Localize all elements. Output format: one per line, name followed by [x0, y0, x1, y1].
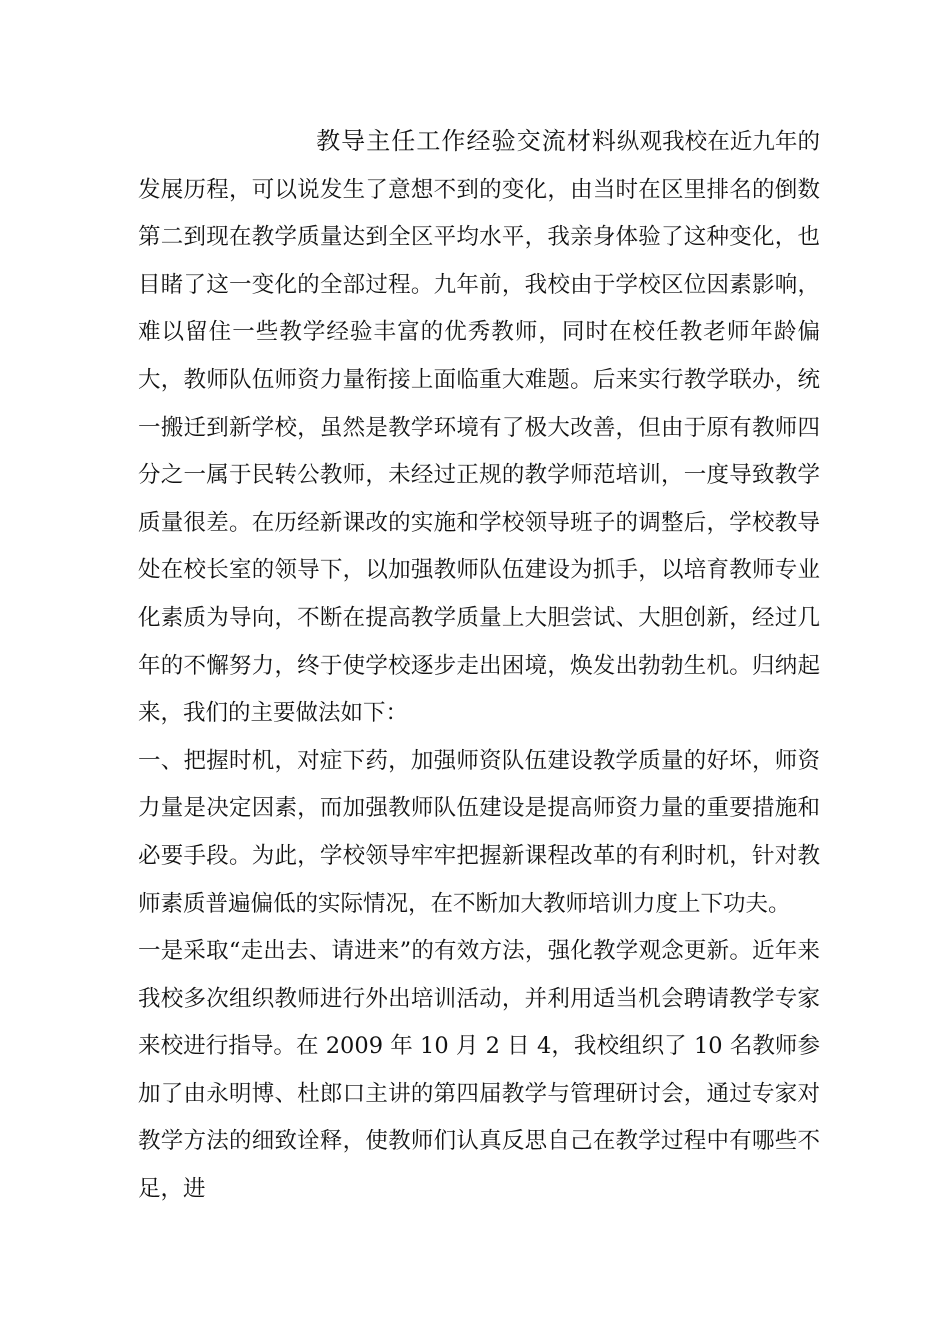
intro-text: 纵观我校在近九年的发展历程，可以说发生了意想不到的变化，由当时在区里排名的倒数第二到现在教学质量达到全区平均水平，我亲身体验了这种变化，也目睹了这一变化的全部过程。九年前，我校由于学校区位因素影响，难以留住一些教学经验丰富的优秀教师，同时在校任教老师年龄偏大，教师队伍师资力量衔接上面临重大难题。后来实行教学联办，统一搬迁到新学校，虽然是教学环境有了极大改善，但由于原有教师四分之一属于民转公教师，未经过正规的教学师范培训，一度导致教学质量很差。在历经新课改的实施和学校领导班子的调整后，学校教导处在校长室的领导下，以加强教师队伍建设为抓手，以培育教师专业化素质为导向，不断在提高教学质量上大胆尝试、大胆创新，经过几年的不懈努力，终于使学校逐步走出困境，焕发出勃勃生机。归纳起来，我们的主要做法如下： [138, 129, 820, 727]
point-1-paragraph: 一是采取“走出去、请进来”的有效方法，强化教学观念更新。近年来我校多次组织教师进行外出培训活动，并利用适当机会聘请教学专家来校进行指导。在 2009 年 10 月 2 日 4，我校组织了 10 名教师参加了由永明博、杜郎口主讲的第四届教学与管理研讨会，通过专家对教学方法的细致诠释，使教师们认真反思自己在教学过程中有哪些不足，进 [138, 938, 820, 1203]
document-title: 教导主任工作经验交流材料 [316, 127, 617, 155]
document-body [138, 118, 820, 1214]
section-1-paragraph: 一、把握时机，对症下药，加强师资队伍建设教学质量的好坏，师资力量是决定因素，而加强教师队伍建设是提高师资力量的重要措施和必要手段。为此，学校领导牢牢把握新课程改革的有利时机，针对教师素质普遍偏低的实际情况，在不断加大教师培训力度上下功夫。 [138, 747, 820, 917]
intro-paragraph [138, 118, 820, 738]
